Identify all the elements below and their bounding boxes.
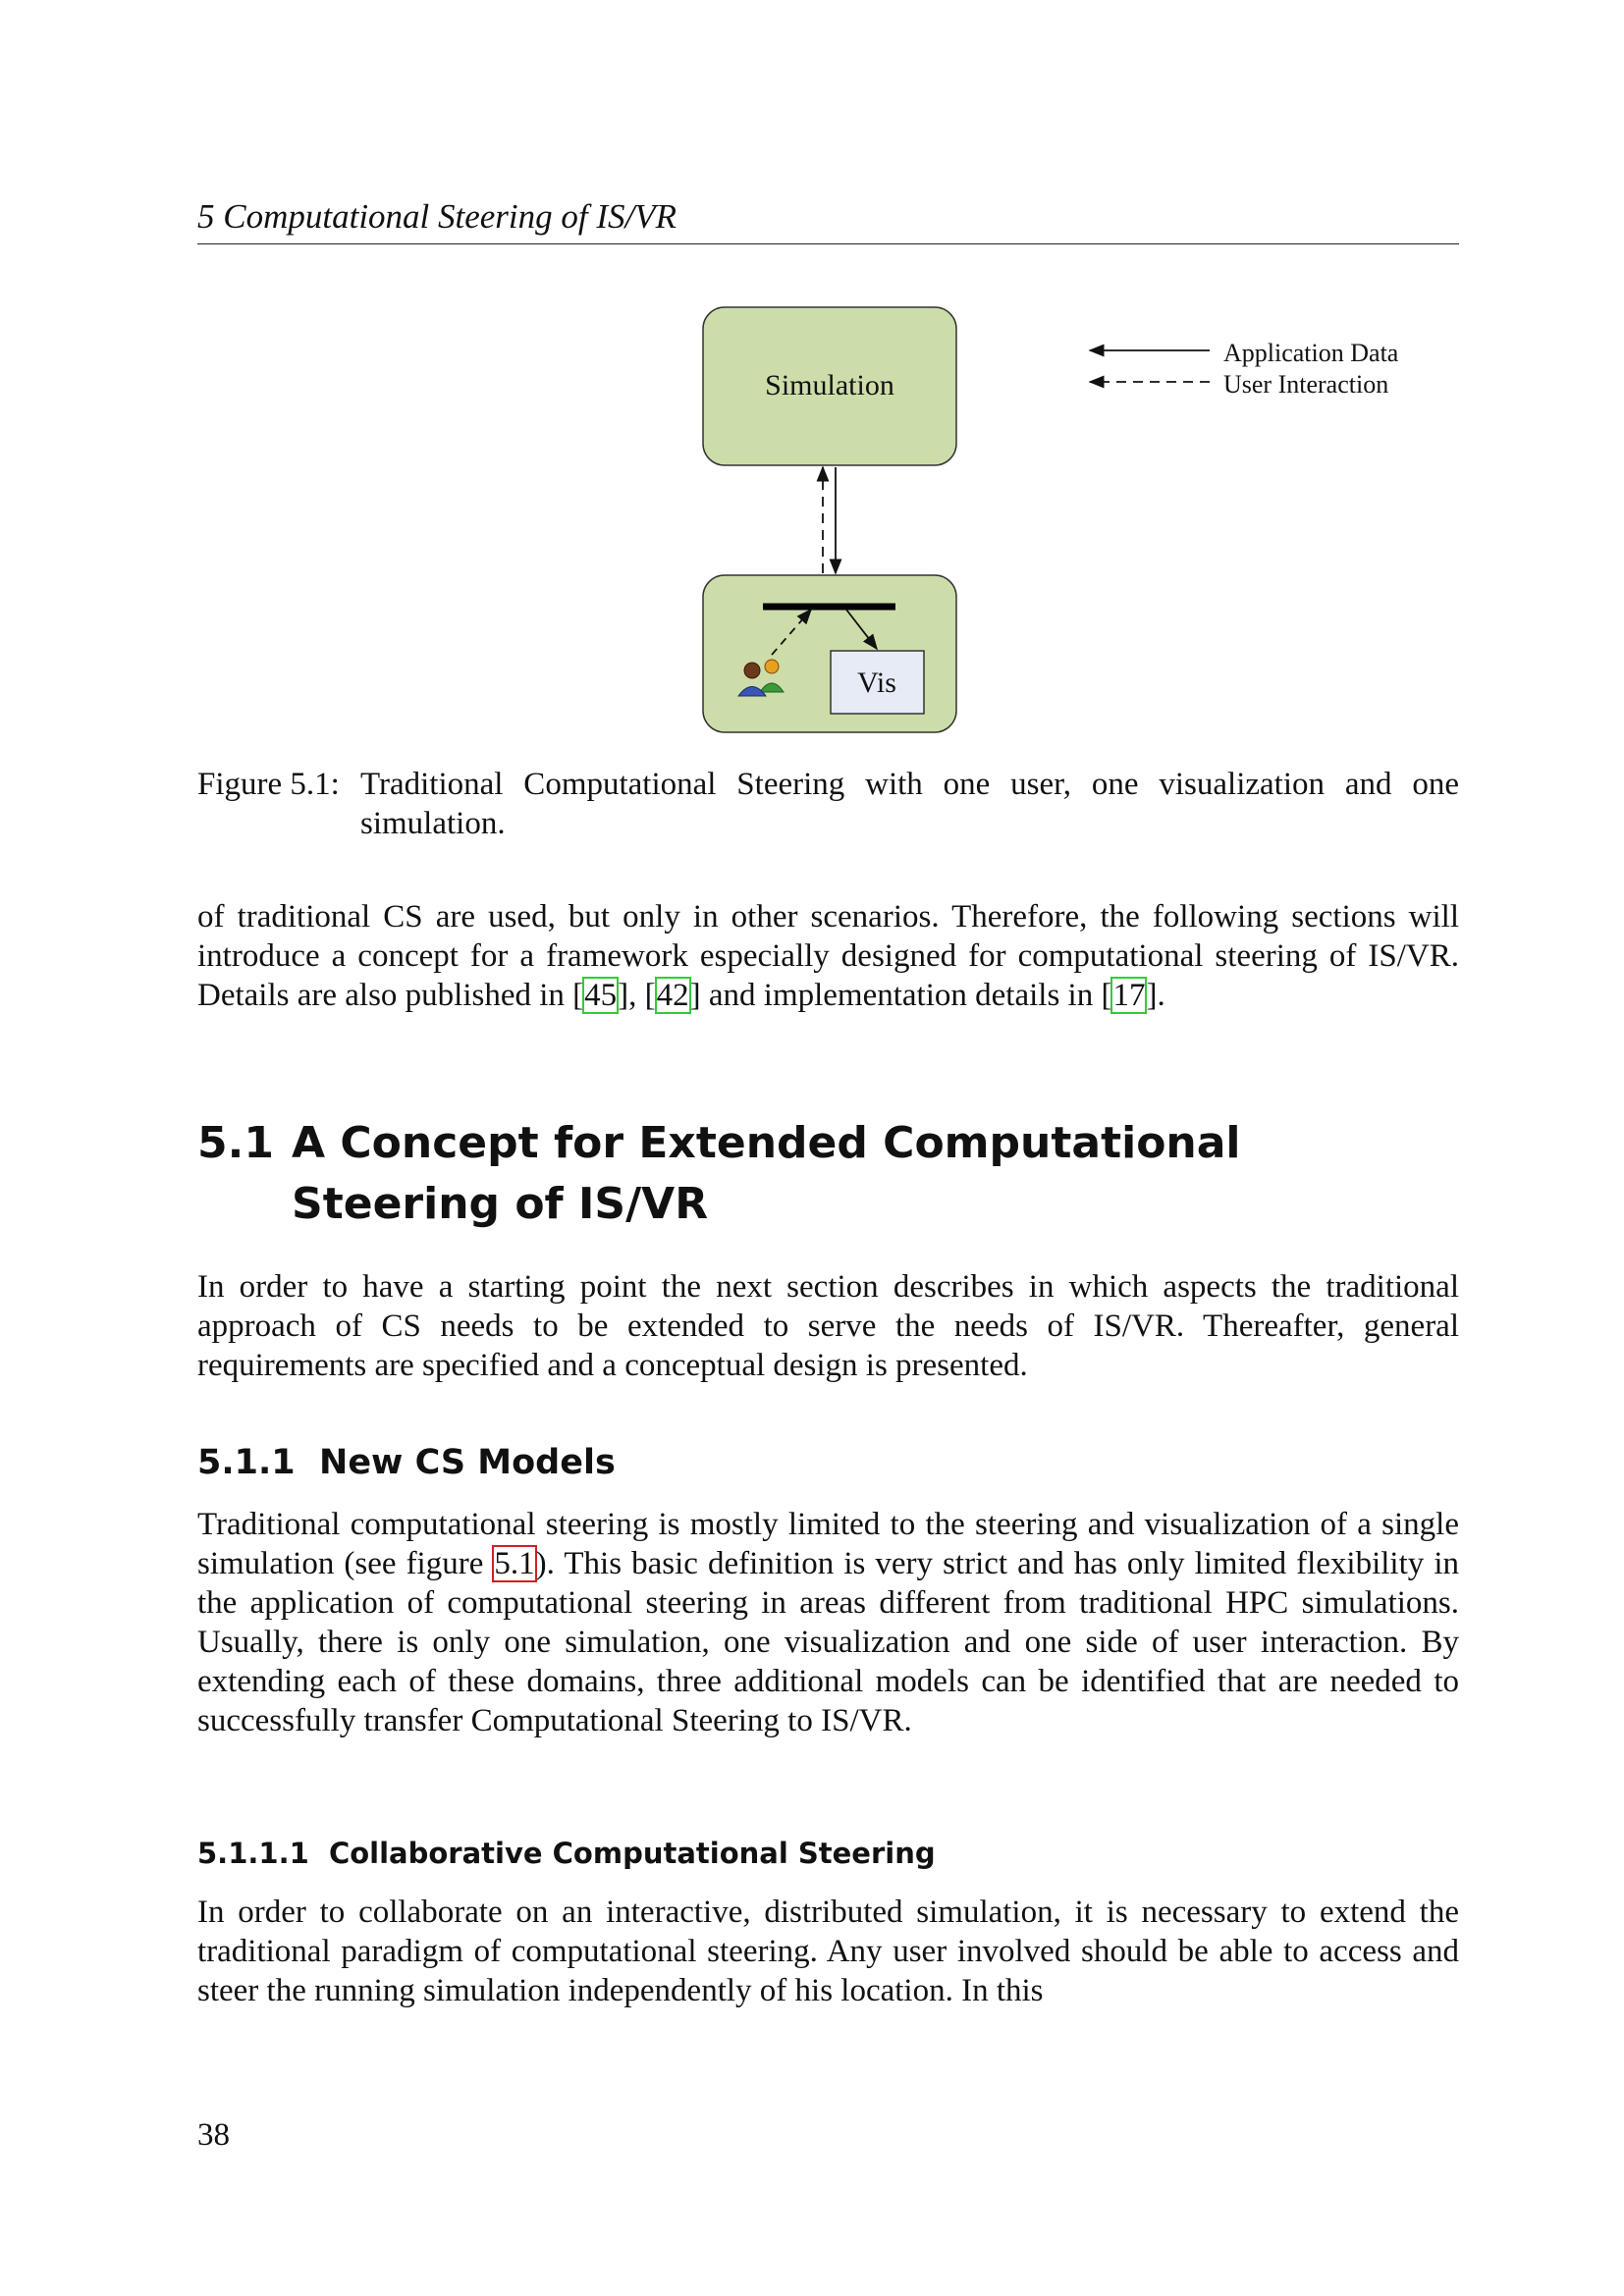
caption-label: Figure 5.1: [197,767,340,802]
paragraph-intro-text-d: ]. [1146,978,1165,1013]
subsection-heading [197,1439,1459,1486]
simulation-label: Simulation [765,369,894,401]
subsubsection-number: 5.1.1.1 [197,1837,309,1870]
figure-caption [197,765,1459,843]
running-head: 5 Computational Steering of IS/VR [197,192,1459,244]
figure-ref-5-1[interactable]: 5.1 [494,1546,535,1581]
subsubsection-title: Collaborative Computational Steering [328,1837,936,1870]
citation-45[interactable]: 45 [584,978,618,1013]
figure-5-1-diagram [0,0,1624,766]
paragraph-intro-text-c: ] and implementation details in [ [689,978,1112,1013]
paragraph-models-text-b: ). This basic definition is very strict and has only limited flexibility in the application of computational steering in areas different from traditional HPC simulations. Usually, there is only one simulation, one visualization and one side of user interaction. By extending each of these domains, three additional models can be identified that are needed to successfully transfer Computational Steering to IS/VR. [197,1546,1459,1738]
paragraph-new-cs-models [197,1505,1459,1740]
legend-application-data: Application Data [1223,339,1399,367]
section-number: 5.1 [197,1118,274,1168]
section-heading [197,1113,1459,1235]
subsubsection-heading [197,1834,1459,1873]
paragraph-collaborative: In order to collaborate on an interactive, distributed simulation, it is necessary to extend the traditional paradigm of computational steering. Any user involved should be able to access and steer the running simulation independently of his location. In this [197,1895,1459,2008]
caption-text: Traditional Computational Steering with one user, one visualization and one simulation. [360,767,1459,841]
vis-label: Vis [857,667,896,699]
page-number: 38 [197,2117,230,2153]
paragraph-models-text-a: Traditional computational steering is mostly limited to the steering and visualization of a single simulation (see figure [197,1507,1459,1581]
subsection-title: New CS Models [319,1443,616,1482]
paragraph-intro [197,897,1459,1015]
citation-17[interactable]: 17 [1112,978,1146,1013]
paragraph-section-intro: In order to have a starting point the next section describes in which aspects the traditional approach of CS needs to be extended to serve the needs of IS/VR. Thereafter, general requirements are specified and a conceptual design is presented. [197,1269,1459,1383]
subsection-number: 5.1.1 [197,1443,296,1482]
legend-user-interaction: User Interaction [1223,370,1389,399]
citation-42[interactable]: 42 [656,978,689,1013]
paragraph-intro-text-a: of traditional CS are used, but only in other scenarios. Therefore, the following sections will introduce a concept for a framework especially designed for computational steering of IS/VR. Details are also published in [ [197,899,1459,1013]
paragraph-intro-text-b: ], [ [618,978,656,1013]
section-title: A Concept for Extended Computational Steering of IS/VR [292,1118,1241,1229]
